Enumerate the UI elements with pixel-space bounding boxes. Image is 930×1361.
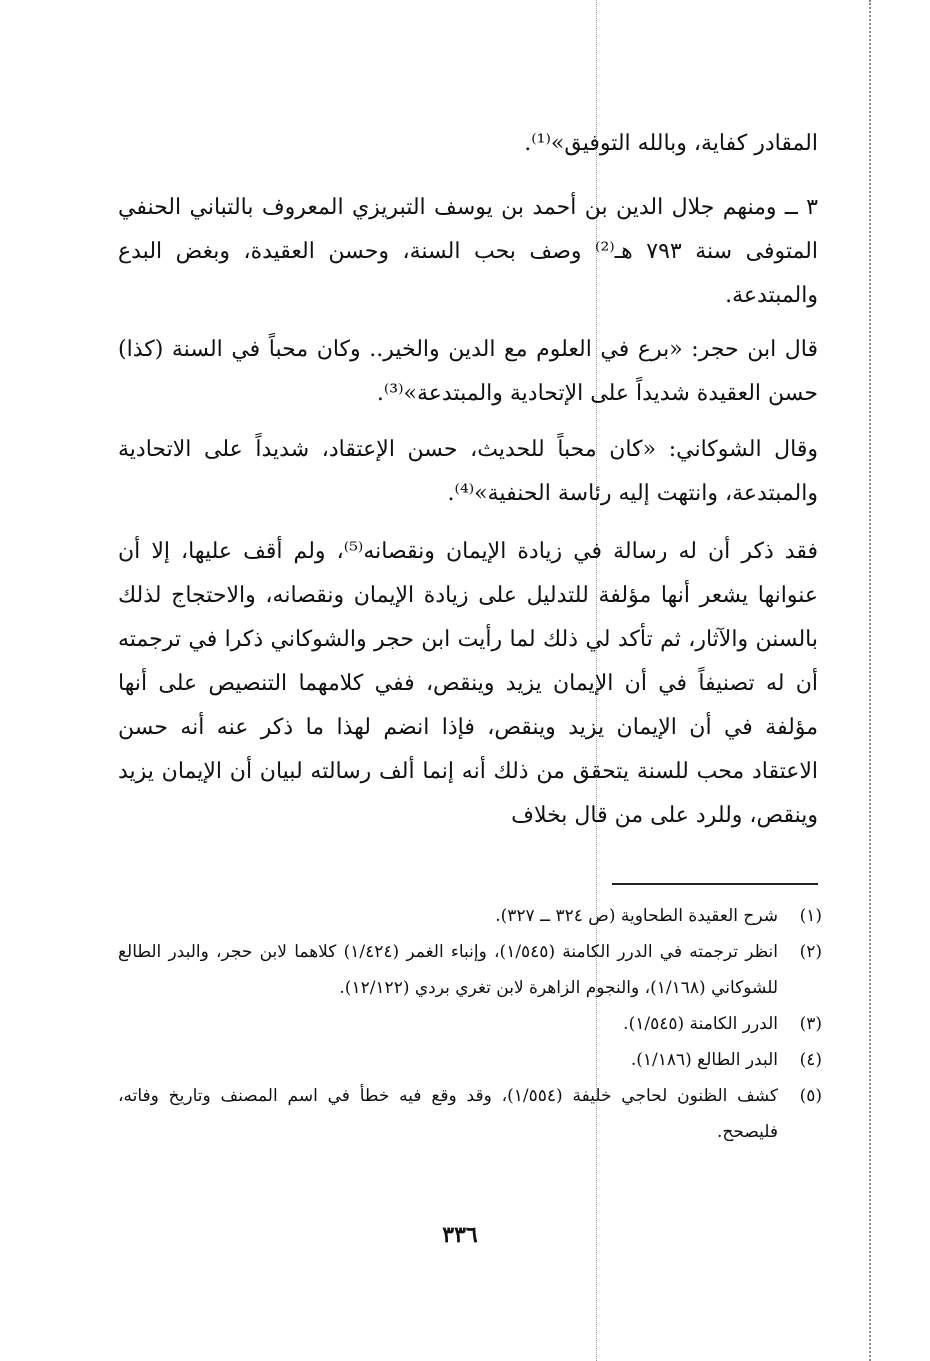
footnote-separator [612, 883, 818, 885]
footnote-number: (١) [799, 906, 822, 926]
footnote-text: شرح العقيدة الطحاوية (ص ٣٢٤ ــ ٣٢٧). [495, 906, 778, 926]
paragraph-ibn-hajar-quote: قال ابن حجر: «برع في العلوم مع الدين والخير.. وكان محباً في السنة (كذا) حسن العقيدة شديداً على الإتحادية والمبتدعة»⁽³⁾. [118, 337, 818, 406]
footnote-text: انظر ترجمته في الدرر الكامنة (١/٥٤٥)، وإنباء الغمر (١/٤٢٤) كلاهما لابن حجر، والبدر الطالع للشوكاني (١/١٦٨)، والنجوم الزاهرة لابن تغري بردي (١٢/١٢٢). [118, 942, 778, 998]
footnote-2 [118, 934, 822, 1006]
footnote-text: البدر الطالع (١/١٨٦). [630, 1050, 778, 1070]
paragraph-treatise-discussion: فقد ذكر أن له رسالة في زيادة الإيمان ونقصانه⁽⁵⁾، ولم أقف عليها، إلا أن عنوانها يشعر أنها مؤلفة للتدليل على زيادة الإيمان ونقصانه، والاحتجاج لذلك بالسنن والآثار، ثم تأكد لي ذلك لما رأيت ابن حجر والشوكاني ذكرا في ترجمته أن له تصنيفاً في أن الإيمان يزيد وينقص، ففي كلامهما التنصيص على أنها مؤلفة في أن الإيمان يزيد وينقص، فإذا انضم لهذا ما ذكر عنه أنه حسن الاعتقاد محب للسنة يتحقق من ذلك أنه إنما ألف رسالته لبيان أن الإيمان يزيد وينقص، وللرد على من قال بخلاف [118, 539, 818, 828]
footnote-5 [118, 1078, 822, 1150]
footnote-number: (٥) [799, 1086, 822, 1106]
paragraph-shawkani-quote: وقال الشوكاني: «كان محباً للحديث، حسن الإعتقاد، شديداً على الاتحادية والمبتدعة، وانتهت إليه رئاسة الحنفية»⁽⁴⁾. [118, 437, 819, 506]
footnote-number: (٤) [799, 1050, 822, 1070]
footnote-number: (٣) [799, 1014, 822, 1034]
footnote-number: (٢) [799, 942, 822, 962]
paragraph-altabbani-intro: ٣ ــ ومنهم جلال الدين بن أحمد بن يوسف التبريزي المعروف بالتباني الحنفي المتوفى سنة ٧٩٣ هـ⁽²⁾ وصف بحب السنة، وحسن العقيدة، وبغض البدع والمبتدعة. [118, 195, 819, 308]
footnotes [118, 898, 822, 1150]
footnote-4 [118, 1042, 822, 1078]
scan-edge-line [869, 0, 871, 1361]
paragraph-closing-quote: المقادر كفاية، وبالله التوفيق»⁽¹⁾. [524, 131, 818, 156]
footnote-text: الدرر الكامنة (١/٥٤٥). [623, 1014, 778, 1034]
page-number: ٣٣٦ [442, 1222, 478, 1248]
footnote-text: كشف الظنون لحاجي خليفة (١/٥٥٤)، وقد وقع فيه خطأ في اسم المصنف وتاريخ وفاته، فليصحح. [118, 1086, 779, 1142]
footnote-3 [118, 1006, 822, 1042]
footnote-1 [118, 898, 822, 934]
